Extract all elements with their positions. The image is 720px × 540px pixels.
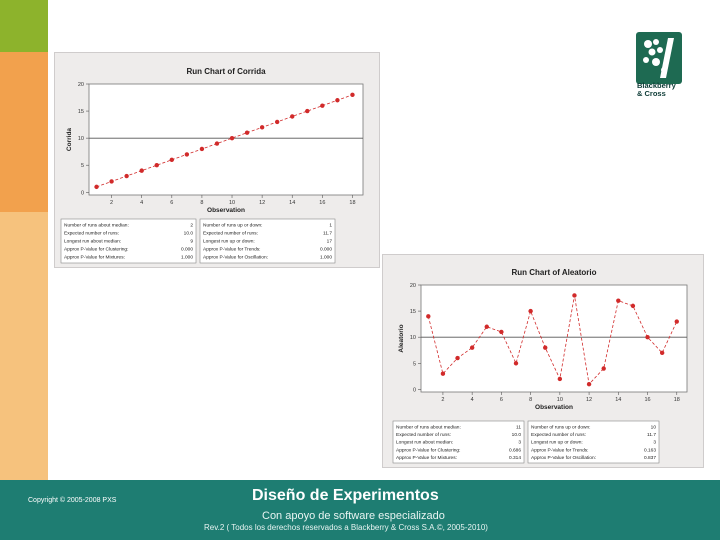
data-point [660,351,664,355]
stat-label: Longest run up or down: [203,239,255,245]
y-tick-label: 20 [77,82,84,88]
stat-label: Approx P-Value for Clustering: [64,247,129,253]
data-point [514,361,518,365]
stat-label: Longest run up or down: [531,440,583,446]
data-point [645,335,649,339]
data-point [455,356,459,360]
stat-value: 1 [329,223,332,229]
stat-value: 1.000 [319,255,332,261]
stat-value: 0.163 [643,448,656,454]
stat-value: 10.0 [511,433,521,439]
data-point [155,163,159,167]
y-tick-label: 15 [77,109,84,116]
stat-value: 0.314 [508,455,521,461]
stat-label: Approx P-Value for Oscillation: [531,455,596,461]
stat-value: 0.000 [319,247,332,253]
data-point [290,114,294,118]
x-tick-label: 14 [289,200,296,206]
data-point [441,372,445,376]
x-tick-label: 18 [349,200,356,206]
data-point [485,325,489,329]
y-tick-label: 20 [409,283,416,289]
stat-label: Number of runs about median: [396,425,461,431]
stat-label: Approx P-Value for Trends: [531,448,589,454]
x-tick-label: 8 [200,200,204,206]
x-tick-label: 16 [319,200,326,206]
data-point [215,141,219,145]
run-chart-aleatorio [383,255,703,467]
footer-title: Diseño de Experimentos [252,487,439,504]
x-tick-label: 10 [228,200,236,206]
stat-label: Number of runs up or down: [203,223,263,229]
y-tick-label: 10 [409,335,416,342]
x-tick-label: 6 [170,200,174,206]
stat-label: Expected number of runs: [64,231,119,237]
left-accent-bar [0,0,48,480]
data-point [139,168,143,172]
stat-label: Approx P-Value for Trends: [203,247,261,253]
logo-line-1: Blackberry [637,81,676,90]
x-axis-label: Observation [535,404,573,411]
x-tick-label: 18 [673,397,680,403]
data-point [543,345,547,349]
x-tick-label: 2 [441,397,445,403]
stat-value: 11.7 [323,231,332,237]
x-tick-label: 10 [556,397,563,403]
stat-label: Expected number of runs: [203,231,258,237]
stat-value: 10.0 [183,231,193,237]
stat-value: 10 [650,425,656,431]
data-point [587,382,591,386]
stat-label: Expected number of runs: [396,433,451,439]
y-tick-label: 5 [412,361,416,368]
stat-value: 3 [653,440,656,446]
data-point [631,304,635,308]
stat-value: 0.000 [180,247,193,253]
stat-label: Number of runs about median: [64,223,129,229]
x-tick-label: 12 [586,397,593,403]
x-tick-label: 12 [259,200,266,206]
chart-title: Run Chart of Aleatorio [511,268,597,277]
y-tick-label: 0 [80,190,84,197]
data-point [124,174,128,178]
chart-title: Run Chart of Corrida [186,67,266,76]
data-point [601,366,605,370]
stat-label: Approx P-Value for Mixtures: [396,455,457,461]
accent-orange [0,52,48,212]
stat-value: 3 [518,440,521,446]
plot-area [89,84,363,195]
logo-line-2: & Cross [637,89,666,98]
copyright-text: Copyright © 2005-2008 PXS [28,497,117,504]
data-point [109,179,113,183]
stat-label: Number of runs up or down: [531,425,591,431]
logo-wordmark [637,82,676,98]
stat-label: Approx P-Value for Mixtures: [64,255,125,261]
stat-label: Approx P-Value for Clustering: [396,448,461,454]
y-axis-label: Aleatorio [398,324,405,353]
x-tick-label: 16 [644,397,651,403]
data-point [230,136,234,140]
run-chart-corrida [55,53,379,267]
data-point [170,158,174,162]
stat-value: 9 [190,239,193,245]
data-point [260,125,264,129]
data-point [320,103,324,107]
x-tick-label: 8 [529,397,533,403]
x-tick-label: 14 [615,397,622,403]
x-tick-label: 4 [140,200,144,206]
run-chart-aleatorio-panel [382,254,704,468]
data-point [675,319,679,323]
footer-subtitle: Con apoyo de software especializado [262,510,445,522]
data-point [499,330,503,334]
y-axis-label: Corrida [66,127,73,152]
data-point [558,377,562,381]
footer-revision: Rev.2 ( Todos los derechos reservados a Blackberry & Cross S.A.©, 2005-2010) [204,523,488,532]
stat-label: Approx P-Value for Oscillation: [203,255,268,261]
data-point [185,152,189,156]
data-point [426,314,430,318]
x-tick-label: 2 [110,200,114,206]
stat-value: 0.837 [643,455,656,461]
data-point [305,109,309,113]
stat-value: 1.000 [180,255,193,261]
y-tick-label: 15 [409,309,416,316]
x-tick-label: 6 [499,397,503,403]
stat-label: Longest run about median: [64,239,122,245]
stat-value: 0.686 [508,448,521,454]
stat-value: 11 [516,425,521,431]
stat-value: 11.7 [647,433,656,439]
data-point [350,93,354,97]
data-point [200,147,204,151]
y-tick-label: 0 [412,387,416,394]
data-point [335,98,339,102]
data-point [275,120,279,124]
accent-green [0,0,48,52]
stat-value: 17 [326,239,332,245]
data-point [245,131,249,135]
y-tick-label: 5 [80,163,84,170]
accent-light-orange [0,212,48,480]
y-tick-label: 10 [77,136,84,143]
x-axis-label: Observation [207,207,245,214]
data-point [616,298,620,302]
x-tick-label: 4 [470,397,474,403]
run-chart-corrida-panel [54,52,380,268]
data-point [528,309,532,313]
stat-label: Longest run about median: [396,440,454,446]
stat-label: Expected number of runs: [531,433,586,439]
stat-value: 2 [190,223,193,229]
data-point [470,345,474,349]
data-point [94,185,98,189]
data-point [572,293,576,297]
